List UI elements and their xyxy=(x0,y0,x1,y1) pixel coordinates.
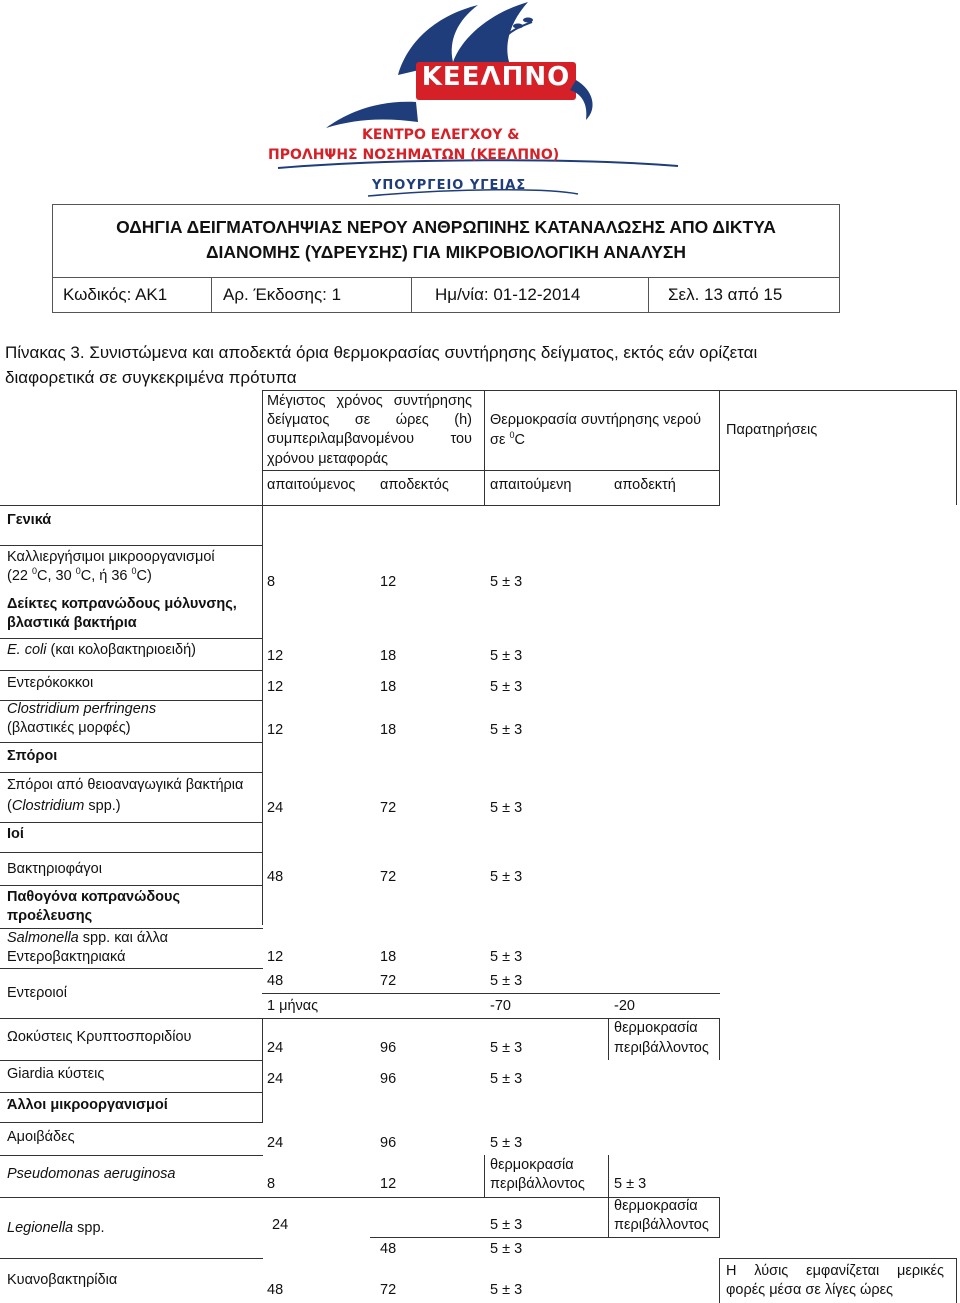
document-title-line-1: ΟΔΗΓΙΑ ΔΕΙΓΜΑΤΟΛΗΨΙΑΣ ΝΕΡΟΥ ΑΝΘΡΩΠΙΝΗΣ ΚΑΤΑΝΑΛΩΣΗΣ ΑΠΟ ΔΙΚΤΥΑ xyxy=(116,217,776,237)
row-spores-line-2: (Clostridium spp.) xyxy=(7,798,121,814)
value-cell: 24 xyxy=(267,1071,284,1087)
value-cell: θερμοκρασία xyxy=(614,1198,698,1214)
value-cell: 24 xyxy=(267,800,284,816)
subheader-required-time: απαιτούμενος xyxy=(267,477,356,493)
note-cyanobacteria-line-2: φορές μέσα σε λίγες ώρες xyxy=(726,1282,894,1298)
value-cell: 48 xyxy=(267,869,284,885)
row-legionella: Legionella spp. xyxy=(7,1220,105,1236)
row-cyanobacteria: Κυανοβακτηρίδια xyxy=(7,1272,118,1288)
header-max-time-line-3: συμπεριλαμβανομένου του xyxy=(267,431,472,447)
row-phages: Βακτηριοφάγοι xyxy=(7,861,102,877)
row-ecoli: E. coli (και κολοβακτηριοειδή) xyxy=(7,642,196,658)
value-cell: 72 xyxy=(380,869,397,885)
section-other: Άλλοι μικροοργανισμοί xyxy=(7,1097,168,1113)
document-title-line-2: ΔΙΑΝΟΜΗΣ (ΥΔΡΕΥΣΗΣ) ΓΙΑ ΜΙΚΡΟΒΙΟΛΟΓΙΚΗ ΑΝΑΛΥΣΗ xyxy=(205,242,687,262)
value-cell: -20 xyxy=(614,998,635,1014)
value-cell: 48 xyxy=(267,973,284,989)
table-caption-line-1: Πίνακας 3. Συνιστώμενα και αποδεκτά όρια θερμοκρασίας συντήρησης δείγματος, εκτός εάν ορίζεται xyxy=(5,343,758,362)
value-cell: 12 xyxy=(267,679,284,695)
header-divider xyxy=(53,277,839,278)
logo-line-2: ΠΡΟΛΗΨΗΣ ΝΟΣΗΜΑΤΩΝ (ΚΕΕΛΠΝΟ) xyxy=(268,147,560,163)
logo-name: ΚΕΕΛΠΝΟ xyxy=(421,62,571,92)
header-separator xyxy=(411,277,412,313)
value-cell: 12 xyxy=(380,1176,397,1192)
value-cell: 12 xyxy=(380,574,397,590)
value-cell: 5 ± 3 xyxy=(490,574,523,590)
logo-line-3: ΥΠΟΥΡΓΕΙΟ ΥΓΕΙΑΣ xyxy=(372,178,527,193)
header-temperature-line-2: σε $^0$C xyxy=(490,430,525,448)
value-cell: 5 ± 3 xyxy=(490,973,523,989)
value-cell: 5 ± 3 xyxy=(490,949,523,965)
document-code: Κωδικός: ΑΚ1 xyxy=(63,285,168,304)
row-cryptosporidium: Ωοκύστεις Κρυπτοσποριδίου xyxy=(7,1029,192,1045)
value-cell: 72 xyxy=(380,800,397,816)
value-cell: 5 ± 3 xyxy=(490,679,523,695)
keelpno-logo xyxy=(248,0,698,204)
section-general: Γενικά xyxy=(7,512,52,528)
row-pathogens-line-2: προέλευσης xyxy=(7,908,93,924)
value-cell: 8 xyxy=(267,1176,276,1192)
value-cell: 18 xyxy=(380,679,397,695)
row-giardia: Giardia κύστεις xyxy=(7,1066,105,1082)
value-cell: 18 xyxy=(380,949,397,965)
value-cell: 24 xyxy=(272,1217,289,1233)
value-cell: 1 μήνας xyxy=(267,998,319,1014)
document-version: Αρ. Έκδοσης: 1 xyxy=(223,285,342,304)
value-cell: 5 ± 3 xyxy=(614,1176,647,1192)
value-cell: 48 xyxy=(267,1282,284,1298)
row-salmonella-line-2: Εντεροβακτηριακά xyxy=(7,949,126,965)
row-culturable-line-2: (22 $^0$C, 30 $^0$C, ή 36 $^0$C) xyxy=(7,566,152,584)
value-cell: 8 xyxy=(267,574,276,590)
value-cell: 5 ± 3 xyxy=(490,648,523,664)
dove-icon xyxy=(248,0,698,204)
value-cell: 72 xyxy=(380,973,397,989)
value-cell: περιβάλλοντος xyxy=(614,1217,709,1233)
header-max-time-line-4: χρόνου μεταφοράς xyxy=(267,451,389,467)
value-cell: 5 ± 3 xyxy=(490,869,523,885)
page-number: Σελ. 13 από 15 xyxy=(668,285,783,304)
table-caption-line-2: διαφορετικά σε συγκεκριμένα πρότυπα xyxy=(5,368,297,387)
header-separator xyxy=(648,277,649,313)
value-cell: 24 xyxy=(267,1040,284,1056)
value-cell: 72 xyxy=(380,1282,397,1298)
row-pseudomonas: Pseudomonas aeruginosa xyxy=(7,1166,176,1182)
note-cyanobacteria-line-1: Η λύσις εμφανίζεται μερικές xyxy=(726,1263,944,1279)
row-pathogens-line-1: Παθογόνα κοπρανώδους xyxy=(7,889,180,905)
value-cell: 12 xyxy=(267,648,284,664)
subheader-accepted-time: αποδεκτός xyxy=(380,477,449,493)
value-cell: θερμοκρασία xyxy=(490,1157,574,1173)
value-cell: 5 ± 3 xyxy=(490,800,523,816)
row-enterococci: Εντερόκοκκοι xyxy=(7,675,94,691)
row-enteroviruses: Εντεροιοί xyxy=(7,985,67,1001)
value-cell: 5 ± 3 xyxy=(490,1217,523,1233)
section-spores: Σπόροι xyxy=(7,748,58,764)
row-amoebae: Αμοιβάδες xyxy=(7,1129,75,1145)
value-cell: 5 ± 3 xyxy=(490,722,523,738)
value-cell: 5 ± 3 xyxy=(490,1071,523,1087)
header-notes: Παρατηρήσεις xyxy=(726,422,818,438)
header-max-time-line-1: Μέγιστος χρόνος συντήρησης xyxy=(267,393,472,409)
document-header xyxy=(52,204,840,313)
row-indicators-line-2: βλαστικά βακτήρια xyxy=(7,615,137,631)
row-clostridium-line-1: Clostridium perfringens xyxy=(7,701,157,717)
document-date: Ημ/νία: 01-12-2014 xyxy=(435,285,581,304)
value-cell: -70 xyxy=(490,998,511,1014)
value-cell: θερμοκρασία xyxy=(614,1020,698,1036)
value-cell: 18 xyxy=(380,648,397,664)
row-salmonella-line-1: Salmonella spp. και άλλα xyxy=(7,930,168,946)
value-cell: 96 xyxy=(380,1071,397,1087)
value-cell: 5 ± 3 xyxy=(490,1135,523,1151)
document-title xyxy=(53,215,839,265)
value-cell: 12 xyxy=(267,949,284,965)
row-indicators-line-1: Δείκτες κοπρανώδους μόλυνσης, xyxy=(7,596,237,612)
value-cell: 12 xyxy=(267,722,284,738)
value-cell: 96 xyxy=(380,1135,397,1151)
subheader-required-temp: απαιτούμενη xyxy=(490,477,572,493)
subheader-accepted-temp: αποδεκτή xyxy=(614,477,676,493)
value-cell: 48 xyxy=(380,1241,397,1257)
header-separator xyxy=(211,277,212,313)
value-cell: 96 xyxy=(380,1040,397,1056)
value-cell: περιβάλλοντος xyxy=(490,1176,585,1192)
value-cell: περιβάλλοντος xyxy=(614,1040,709,1056)
value-cell: 5 ± 3 xyxy=(490,1241,523,1257)
header-max-time-line-2: δείγματος σε ώρες (h) xyxy=(267,412,472,428)
value-cell: 18 xyxy=(380,722,397,738)
row-spores-line-1: Σπόροι από θειοαναγωγικά βακτήρια xyxy=(7,777,244,793)
logo-line-1: ΚΕΝΤΡΟ ΕΛΕΓΧΟΥ & xyxy=(362,127,520,143)
value-cell: 5 ± 3 xyxy=(490,1040,523,1056)
value-cell: 24 xyxy=(267,1135,284,1151)
section-viruses: Ιοί xyxy=(7,826,24,842)
row-culturable-line-1: Καλλιεργήσιμοι μικροοργανισμοί xyxy=(7,549,215,565)
header-temperature-line-1: Θερμοκρασία συντήρησης νερού xyxy=(490,412,702,428)
value-cell: 5 ± 3 xyxy=(490,1282,523,1298)
row-clostridium-line-2: (βλαστικές μορφές) xyxy=(7,720,131,736)
